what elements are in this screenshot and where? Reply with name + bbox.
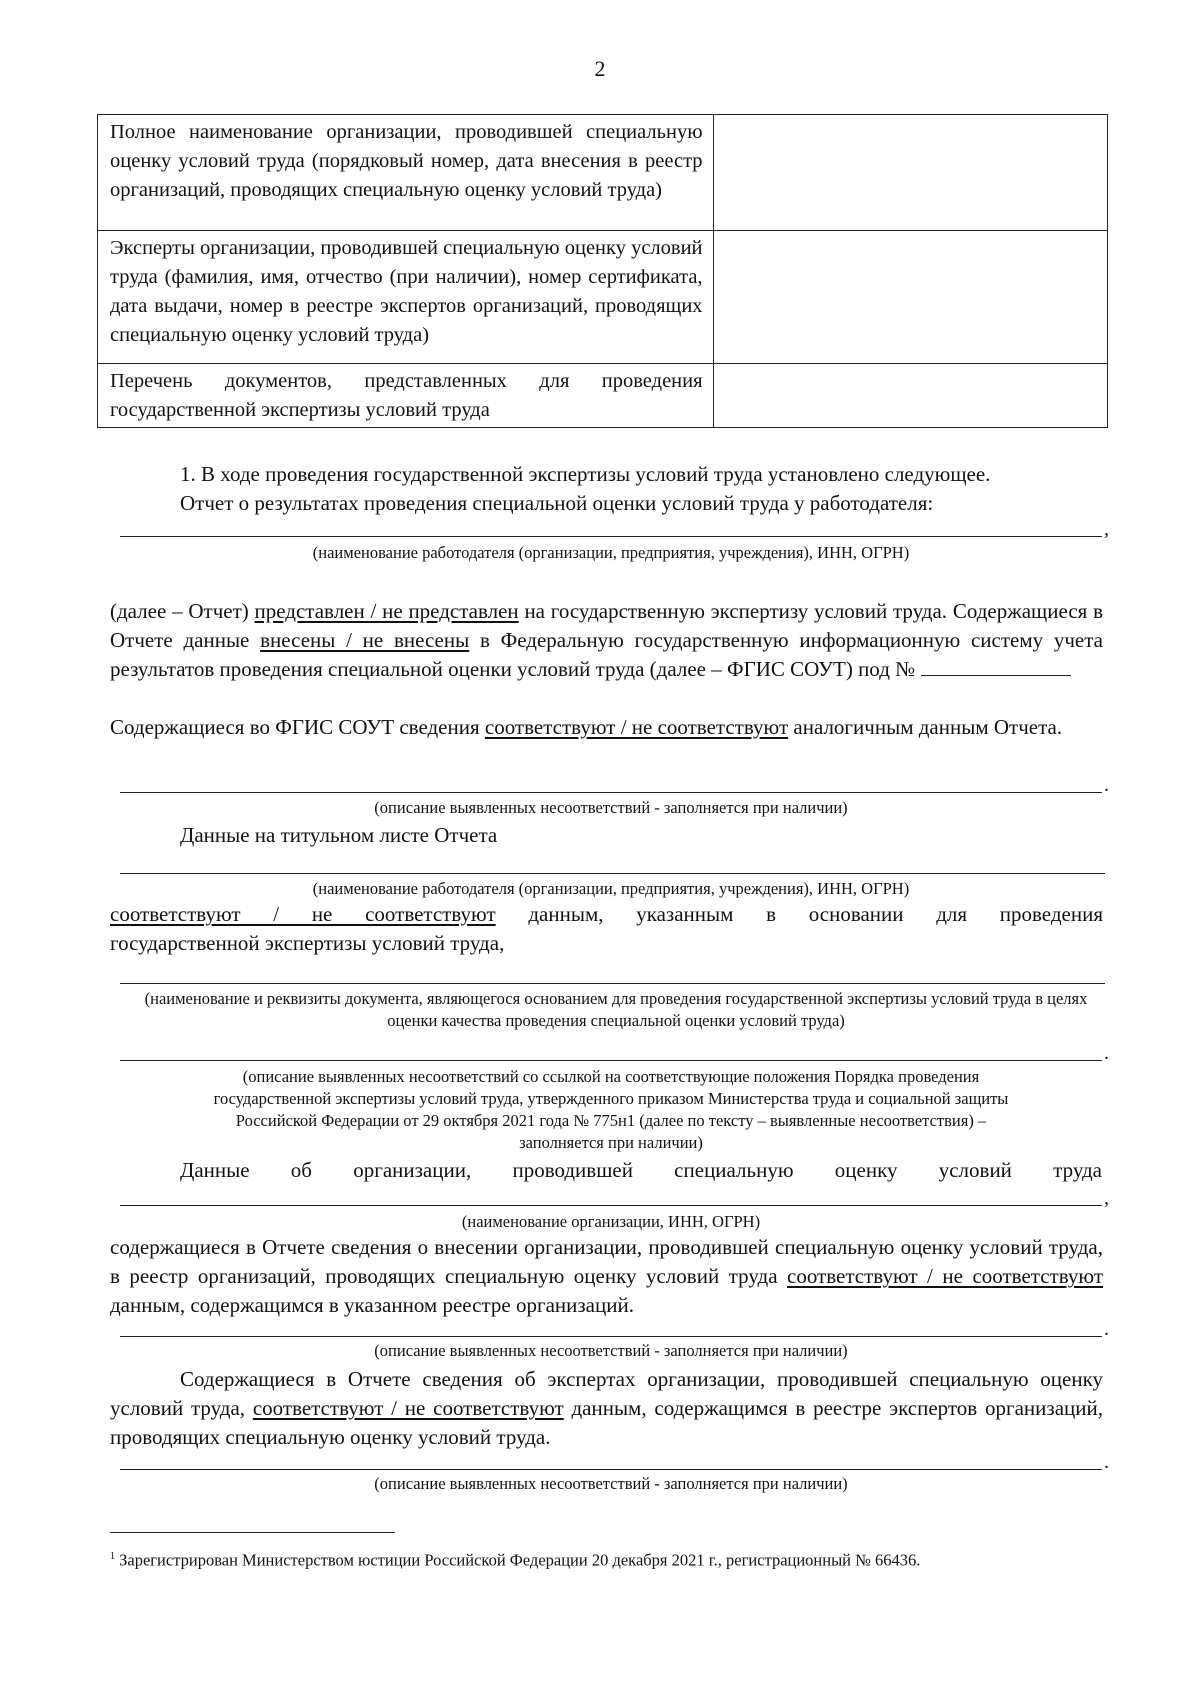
- row-label-documents: Перечень документов, представленных для проведения государственной экспертизы условий труда: [98, 364, 714, 428]
- row-value-experts: [713, 231, 1107, 364]
- title-compliance-line-2: государственной экспертизы условий труда,: [110, 931, 505, 955]
- fill-line-order: [120, 1060, 1102, 1061]
- fill-line-mismatch: [120, 792, 1102, 793]
- fill-line-employer-2: [120, 873, 1105, 874]
- experts-registry-paragraph: Содержащиеся в Отчете сведения об экспертах организации, проводившей специальную оценку условий труда, соответствуют / не соответствуют данным, содержащимся в реестре экспертов организаций, проводящих специальную оценку условий труда.: [110, 1367, 1103, 1449]
- compliance-option-4: соответствуют / не соответствуют: [252, 1396, 564, 1420]
- footnote-separator: [110, 1532, 395, 1533]
- fill-line-mismatch-3: [120, 1469, 1102, 1470]
- caption-order-4: заполняется при наличии): [519, 1133, 703, 1152]
- caption-employer: (наименование работодателя (организации, предприятия, учреждения), ИНН, ОГРН): [312, 543, 910, 562]
- caption-order-3: Российской Федерации от 29 октября 2021 года № 775н1 (далее по тексту – выявленные несоответствия) –: [235, 1111, 987, 1130]
- title-compliance-line: соответствуют / не соответствуют данным, указанным в основании для проведения: [110, 902, 1103, 926]
- org-registry-paragraph: содержащиеся в Отчете сведения о внесении организации, проводившей специальную оценку условий труда, в реестр организаций, проводящих специальную оценку условий труда соответствуют / не соответствуют данным, содержащимся в указанном реестре организаций.: [110, 1235, 1103, 1317]
- footnote-mark: 1: [110, 1551, 115, 1562]
- caption-org: (наименование организации, ИНН, ОГРН): [461, 1212, 761, 1231]
- caption-mismatch-3: (описание выявленных несоответствий - заполняется при наличии): [374, 1474, 848, 1493]
- caption-order-1: (описание выявленных несоответствий со ссылкой на соответствующие положения Порядка проведения: [242, 1067, 980, 1086]
- section-1-heading: 1. В ходе проведения государственной экспертизы условий труда установлено следующее.: [180, 462, 991, 486]
- report-status-paragraph: (далее – Отчет) представлен / не представлен на государственную экспертизу условий труда. Содержащиеся в Отчете данные внесены / не внесены в Федеральную государственную информационную систему учета результатов проведения специальной оценки условий труда (далее – ФГИС СОУТ) под №: [110, 599, 1104, 681]
- caption-order-2: государственной экспертизы условий труда, утвержденного приказом Министерства труда и социальной защиты: [213, 1089, 1009, 1108]
- caption-employer-2: (наименование работодателя (организации, предприятия, учреждения), ИНН, ОГРН): [312, 879, 910, 898]
- row-value-documents: [713, 364, 1107, 428]
- row-label-experts: Эксперты организации, проводившей специальную оценку условий труда (фамилия, имя, отчество (при наличии), номер сертификата, дата выдачи, номер в реестре экспертов организаций, проводящих специальную оценку условий труда): [98, 231, 714, 364]
- caption-mismatch: (описание выявленных несоответствий - заполняется при наличии): [374, 798, 848, 817]
- info-table: [97, 114, 1108, 428]
- page-number: 2: [594, 56, 606, 81]
- entered-option: внесены / не внесены: [260, 628, 470, 652]
- footnote-text: Зарегистрирован Министерством юстиции Российской Федерации 20 декабря 2021 г., регистрационный № 66436.: [119, 1550, 921, 1570]
- fill-line-org: [120, 1205, 1102, 1206]
- fill-line-basis: [120, 983, 1105, 984]
- title-page-data: Данные на титульном листе Отчета: [180, 823, 498, 847]
- caption-mismatch-2: (описание выявленных несоответствий - заполняется при наличии): [374, 1341, 848, 1360]
- compliance-option-3: соответствуют / не соответствуют: [787, 1264, 1103, 1288]
- compliance-option-2: соответствуют / не соответствуют: [110, 902, 496, 926]
- table-row: [98, 115, 1108, 231]
- table-row: [98, 364, 1108, 428]
- footnote: [110, 1546, 1110, 1572]
- fill-line-mismatch-2: [120, 1336, 1102, 1337]
- table-row: [98, 231, 1108, 364]
- row-value-organization: [713, 115, 1107, 231]
- report-intro: Отчет о результатах проведения специальной оценки условий труда у работодателя:: [180, 491, 934, 515]
- submitted-option: представлен / не представлен: [254, 599, 519, 623]
- row-label-organization: Полное наименование организации, проводившей специальную оценку условий труда (порядковый номер, дата внесения в реестр организаций, проводящих специальную оценку условий труда): [98, 115, 714, 231]
- fill-line-employer: [120, 536, 1102, 537]
- caption-basis: (наименование и реквизиты документа, являющегося основанием для проведения государственной экспертизы условий труда в целях оценки качества проведения специальной оценки условий труда): [144, 989, 1088, 1030]
- compliance-option: соответствуют / не соответствуют: [484, 715, 789, 739]
- org-data-line: Данные об организации, проводившей специальную оценку условий труда: [180, 1158, 1102, 1182]
- fgis-compliance-paragraph: Содержащиеся во ФГИС СОУТ сведения соответствуют / не соответствуют аналогичным данным Отчета.: [110, 715, 1063, 739]
- fgis-number-blank: [921, 655, 1071, 676]
